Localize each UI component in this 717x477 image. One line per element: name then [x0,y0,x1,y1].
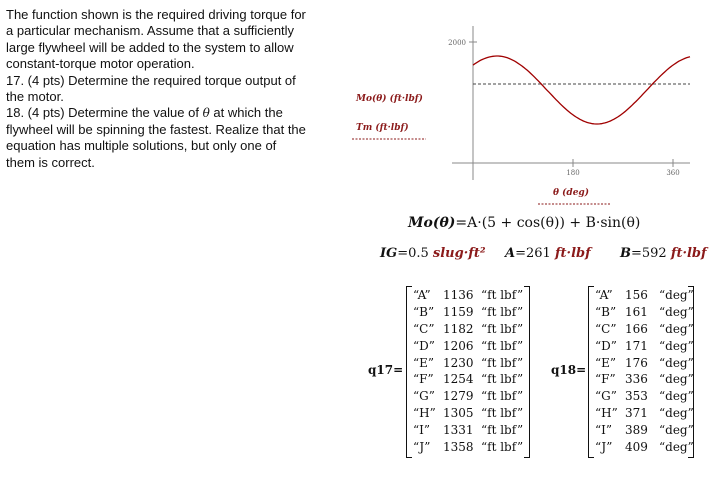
q18-row [595,371,699,388]
q17-cell: 1230 [443,355,474,370]
q18-cell: “F” [595,372,616,387]
q17-row [413,371,531,388]
q18-cell: “C” [595,321,617,336]
q17-cell: 1305 [443,406,474,421]
problem-line: equation has multiple solutions, but only one of [6,138,277,154]
q18-row [595,388,699,405]
legend-motor-torque: Tm (ft·lbf) [356,123,409,133]
q17-cell: “D” [413,338,435,353]
a-label: A [505,246,516,261]
q18-cell: “deg” [659,338,694,353]
b-equation [620,246,707,261]
q18-cell: 336 [625,372,648,387]
q17-answer-matrix [368,286,538,461]
q18-row [595,405,699,422]
inertia-equation [380,246,486,261]
q17-cell: “ft lbf” [481,338,524,353]
q17-row [413,388,531,405]
x-axis-label: θ (deg) [553,188,589,198]
legend-moment: Mo(θ) (ft·lbf) [356,94,423,104]
q17-row [413,405,531,422]
q18-cell: 409 [625,440,648,455]
q17-cell: “ft lbf” [481,389,524,404]
q17-cell: 1159 [443,304,474,319]
q18-matrix [588,286,694,458]
inertia-label: IG [380,246,398,261]
a-equation [505,246,591,261]
moment-lhs: Mo(θ) [408,215,456,231]
q17-row [413,287,531,304]
q18-cell: “deg” [659,389,694,404]
q18-cell: “A” [595,288,613,302]
q18-cell: “deg” [659,304,694,319]
q17-row [413,338,531,355]
question-17: 17. (4 pts) Determine the required torque output of [6,72,296,88]
q17-cell: 1136 [443,288,474,302]
q17-cell: 1331 [443,423,474,438]
q17-cell: “ft lbf” [481,321,524,336]
x-tick-label: 180 [566,169,580,177]
inertia-value: =0.5 [397,246,429,261]
q18-row [595,439,699,456]
q17-label: q17= [368,363,404,377]
q18-cell: “deg” [659,355,694,370]
q18-row [595,321,699,338]
torque-curve [473,56,690,124]
b-unit: ft·lbf [670,246,707,261]
q17-cell: “ft lbf” [481,423,524,438]
q18-cell: 353 [625,389,648,404]
problem-line: constant-torque motor operation. [6,56,195,72]
q18-cell: “E” [595,355,617,370]
q17-cell: “I” [413,423,431,438]
q18-cell: 161 [625,304,648,319]
q17-cell: “ft lbf” [481,406,524,421]
q17-cell: “ft lbf” [481,355,524,370]
problem-line: the motor. [6,89,64,105]
q18-cell: “deg” [659,321,694,336]
problem-line: flywheel will be spinning the fastest. Realize that the [6,121,306,137]
q18-answer-matrix [551,286,701,461]
a-value: =261 [515,246,551,261]
problem-line: The function shown is the required driving torque for [6,7,306,22]
q17-cell: “B” [413,304,435,319]
q18-cell: “B” [595,304,617,319]
problem-text: 18. (4 pts) Determine the value of [6,105,199,121]
q18-row [595,422,699,439]
q17-cell: 1279 [443,389,474,404]
q18-cell: 371 [625,406,648,421]
q18-cell: “I” [595,423,613,438]
q17-cell: “ft lbf” [481,304,524,319]
problem-text: at which the [213,105,283,121]
q17-row [413,321,531,338]
q18-cell: “deg” [659,288,694,302]
q18-cell: 171 [625,338,648,353]
q17-row [413,304,531,321]
q17-cell: 1358 [443,440,474,455]
q17-cell: “ft lbf” [481,440,524,455]
q17-row [413,355,531,372]
q18-cell: “J” [595,440,613,455]
q17-cell: “G” [413,389,435,404]
problem-line: them is correct. [6,154,95,170]
q17-cell: “A” [413,288,431,302]
q17-cell: “H” [413,406,436,421]
b-label: B [620,246,631,261]
moment-equation [408,215,640,231]
q18-cell: “H” [595,406,618,421]
q17-row [413,422,531,439]
q17-cell: “C” [413,321,435,336]
q18-cell: “D” [595,338,617,353]
q17-cell: “E” [413,355,435,370]
q18-row [595,287,699,304]
q17-cell: “F” [413,372,434,387]
q18-cell: “deg” [659,440,694,455]
q17-row [413,439,531,456]
q18-cell: “deg” [659,372,694,387]
problem-line: a particular mechanism. Assume that a sufficiently [6,23,295,39]
q17-cell: “J” [413,440,431,455]
q17-cell: 1254 [443,372,474,387]
q18-cell: “deg” [659,423,694,438]
x-tick-label: 360 [666,169,680,177]
q17-cell: 1206 [443,338,474,353]
q18-cell: 166 [625,321,648,336]
a-unit: ft·lbf [554,246,591,261]
q17-cell: “ft lbf” [481,372,524,387]
q18-cell: 156 [625,288,648,302]
inertia-unit: slug·ft² [432,246,486,261]
q18-cell: 176 [625,355,648,370]
y-tick-label: 2000 [448,39,466,47]
q18-label: q18= [551,363,587,377]
q18-cell: 389 [625,423,648,438]
theta-symbol: θ [202,106,210,121]
q17-matrix [406,286,530,458]
q17-cell: 1182 [443,321,474,336]
q18-row [595,304,699,321]
torque-plot [0,0,717,230]
b-value: =592 [631,246,667,261]
q18-cell: “G” [595,389,617,404]
q17-cell: “ft lbf” [481,288,524,302]
q18-row [595,338,699,355]
q18-cell: “deg” [659,406,694,421]
q18-row [595,355,699,372]
problem-line: large flywheel will be added to the system to allow [6,39,294,55]
moment-rhs: =A·(5 + cos(θ)) + B·sin(θ) [455,215,641,231]
